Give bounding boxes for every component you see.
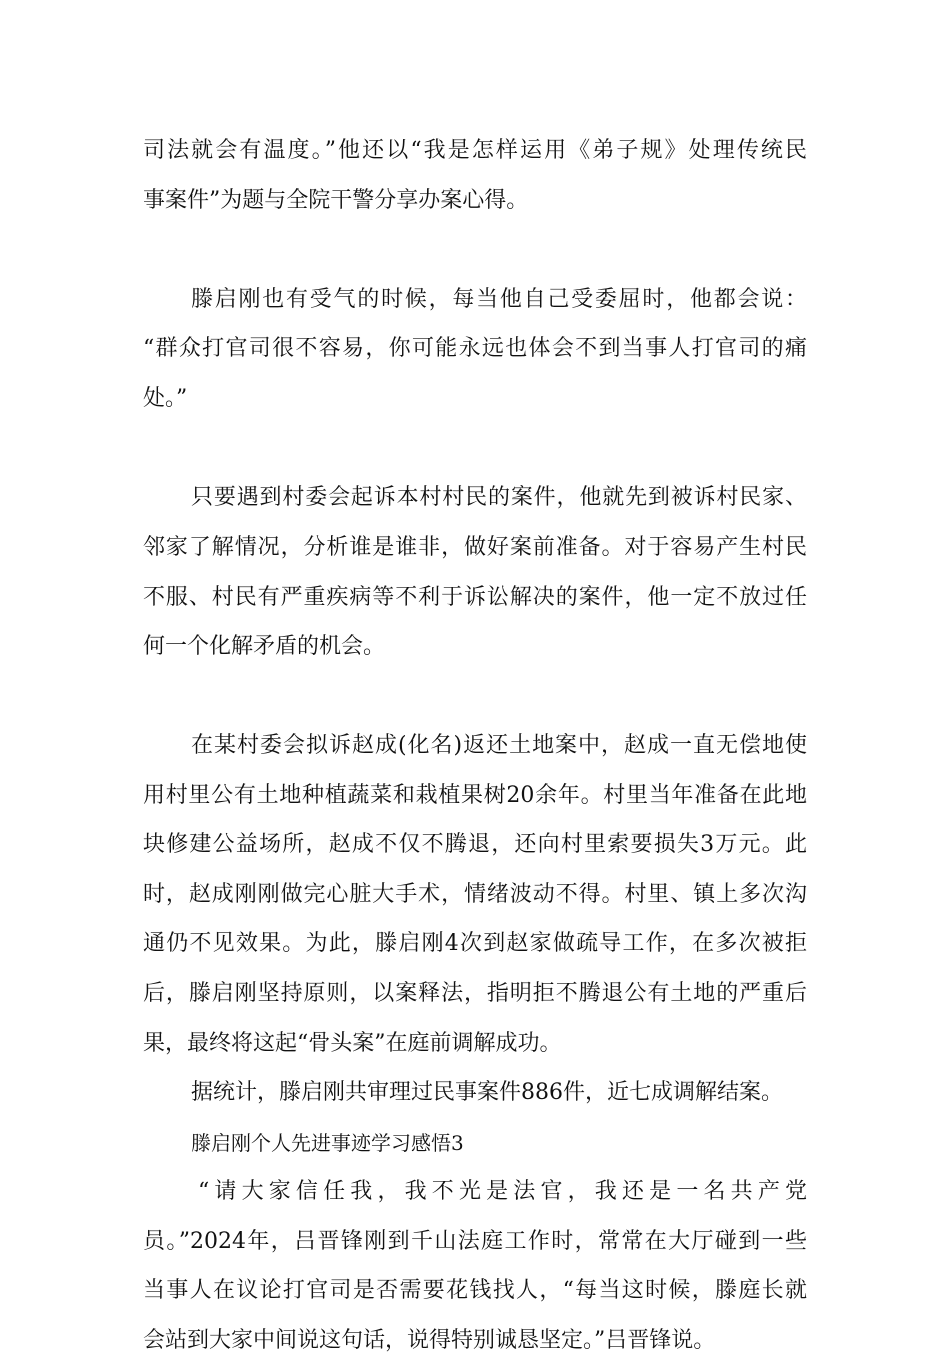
text-line: 邻家了解情况，分析谁是谁非，做好案前准备。对于容易产生村民 [143, 535, 807, 560]
text-line: 通仍不见效果。为此，滕启刚4次到赵家做疏导工作，在多次被拒 [143, 931, 807, 956]
text-line: 员。”2024年，吕晋锋刚到千山法庭工作时，常常在大厅碰到一些 [143, 1229, 807, 1254]
text-line: 事案件”为题与全院干警分享办案心得。 [143, 188, 529, 213]
text-line: 在某村委会拟诉赵成(化名)返还土地案中，赵成一直无偿地使 [191, 733, 807, 758]
text-line: 当事人在议论打官司是否需要花钱找人，“每当这时候，滕庭长就 [143, 1278, 807, 1303]
text-line: 何一个化解矛盾的机会。 [143, 634, 386, 659]
text-line: 滕启刚也有受气的时候，每当他自己受委屈时，他都会说： [191, 287, 807, 312]
text-line: “群众打官司很不容易，你可能永远也体会不到当事人打官司的痛 [143, 336, 807, 361]
text-line: 只要遇到村委会起诉本村村民的案件，他就先到被诉村民家、 [191, 485, 807, 510]
text-line: 司法就会有温度。”他还以“我是怎样运用《弟子规》处理传统民 [143, 138, 807, 163]
text-line: 处。” [143, 386, 188, 411]
section-heading: 滕启刚个人先进事迹学习感悟3 [191, 1131, 464, 1155]
text-line: 用村里公有土地种植蔬菜和栽植果树20余年。村里当年准备在此地 [143, 783, 807, 808]
text-line: 不服、村民有严重疾病等不利于诉讼解决的案件，他一定不放过任 [143, 585, 807, 610]
text-line: 后，滕启刚坚持原则，以案释法，指明拒不腾退公有土地的严重后 [143, 981, 807, 1006]
text-line: “请大家信任我，我不光是法官，我还是一名共产党 [198, 1179, 807, 1204]
text-line: 时，赵成刚刚做完心脏大手术，情绪波动不得。村里、镇上多次沟 [143, 882, 807, 907]
text-line: 块修建公益场所，赵成不仅不腾退，还向村里索要损失3万元。此 [143, 832, 807, 857]
text-line: 会站到大家中间说这句话，说得特别诚恳坚定。”吕晋锋说。 [143, 1328, 716, 1353]
text-line: 果，最终将这起“骨头案”在庭前调解成功。 [143, 1031, 562, 1056]
text-line: 据统计，滕启刚共审理过民事案件886件，近七成调解结案。 [191, 1080, 783, 1105]
